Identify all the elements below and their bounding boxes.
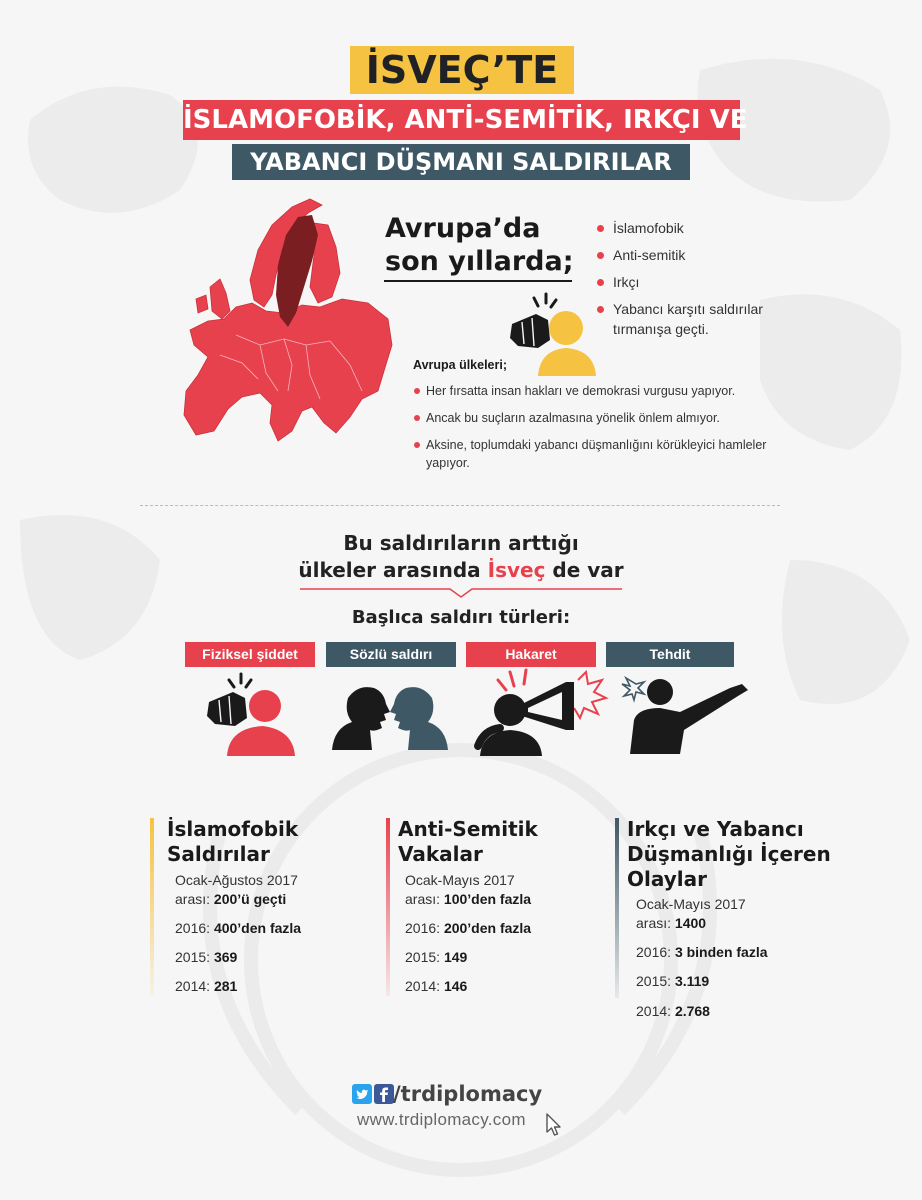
period-prefix: arası:	[175, 891, 214, 907]
stat-value: 2.768	[674, 1003, 710, 1019]
stat-value: 400’den fazla	[213, 920, 302, 936]
list-item: Anti-semitik	[597, 245, 777, 265]
period-value: 100’den fazla	[443, 891, 532, 907]
stat-value: 3 binden fazla	[674, 944, 768, 960]
europe-heading-line1: Avrupa’da	[385, 213, 541, 244]
antisemitic-title-line1: Anti-Semitik	[398, 817, 538, 841]
stats-accent-bar-yellow	[150, 818, 154, 996]
list-item: Ancak bu suçların azalmasına yönelik önlem almıyor.	[414, 409, 784, 427]
stats-accent-bar-red	[386, 818, 390, 996]
stat-row	[405, 977, 467, 996]
list-item: Yabancı karşıtı saldırılar tırmanışa geçti.	[597, 299, 777, 339]
stat-value: 281	[213, 978, 238, 994]
period-value-row	[405, 890, 531, 909]
sweden-heading-line2	[211, 557, 711, 584]
stat-value: 3.119	[674, 973, 710, 989]
stat-year: 2016:	[636, 944, 675, 960]
title-line-2: İSLAMOFOBİK, ANTİ-SEMİTİK, IRKÇI VE	[183, 100, 740, 140]
megaphone-insult-icon	[470, 668, 610, 756]
europe-heading-line2: son yıllarda;	[385, 246, 574, 277]
badge-verbal-attack: Sözlü saldırı	[326, 642, 456, 667]
stat-row	[636, 1002, 710, 1021]
stat-year: 2016:	[405, 920, 444, 936]
countries-heading: Avrupa ülkeleri;	[413, 358, 508, 372]
sweden-heading	[211, 530, 711, 584]
stat-value: 200’den fazla	[443, 920, 532, 936]
badge-insult: Hakaret	[466, 642, 596, 667]
stat-row	[405, 948, 467, 967]
verbal-attack-icon	[330, 684, 450, 750]
stat-year: 2016:	[175, 920, 214, 936]
stat-year: 2014:	[405, 978, 444, 994]
heading-pointer-line	[300, 585, 622, 599]
social-handle[interactable]: /trdiplomacy	[393, 1082, 543, 1106]
list-item: İslamofobik	[597, 218, 777, 238]
sweden-heading-suffix: de var	[545, 558, 624, 582]
facebook-icon[interactable]	[374, 1084, 394, 1104]
stat-row	[636, 972, 709, 991]
list-item: Irkçı	[597, 272, 777, 292]
stat-row	[405, 919, 531, 938]
stat-year: 2015:	[636, 973, 675, 989]
islamophobic-title-line2: Saldırılar	[167, 842, 270, 866]
stats-accent-bar-teal	[615, 818, 619, 998]
fist-punch-icon	[508, 292, 598, 378]
racist-title-line3: Olaylar	[627, 867, 707, 891]
threat-pointing-icon	[620, 676, 750, 754]
title-line-3: YABANCI DÜŞMANI SALDIRILAR	[232, 144, 690, 180]
stat-row	[636, 943, 768, 962]
section-divider	[140, 505, 780, 506]
cursor-icon	[545, 1113, 563, 1137]
period-label: Ocak-Mayıs 2017	[405, 872, 515, 888]
europe-heading	[385, 212, 574, 278]
badge-threat: Tehdit	[606, 642, 734, 667]
period-label: Ocak-Mayıs 2017	[636, 896, 746, 912]
badge-physical-violence: Fiziksel şiddet	[185, 642, 315, 667]
sweden-heading-line1: Bu saldırıların arttığı	[343, 531, 579, 555]
stat-value: 369	[213, 949, 238, 965]
islamophobic-title-line1: İslamofobik	[167, 817, 299, 841]
period-prefix: arası:	[405, 891, 444, 907]
racist-title	[627, 817, 831, 892]
stat-year: 2015:	[405, 949, 444, 965]
racist-title-line2: Düşmanlığı İçeren	[627, 842, 831, 866]
attack-types-heading: Başlıca saldırı türleri:	[351, 607, 571, 628]
stat-year: 2014:	[636, 1003, 675, 1019]
period-prefix: arası:	[636, 915, 675, 931]
stat-row	[175, 919, 301, 938]
islamophobic-period	[175, 871, 298, 909]
list-item: Her fırsatta insan hakları ve demokrasi vurgusu yapıyor.	[414, 382, 784, 400]
antisemitic-title	[398, 817, 538, 867]
stat-row	[175, 977, 237, 996]
title-line-1: İSVEÇ’TE	[350, 46, 574, 94]
stat-year: 2014:	[175, 978, 214, 994]
period-value-row	[636, 914, 746, 933]
stat-row	[175, 948, 237, 967]
stat-value: 149	[443, 949, 468, 965]
racist-period	[636, 895, 746, 933]
europe-map	[180, 195, 395, 450]
twitter-icon[interactable]	[352, 1084, 372, 1104]
antisemitic-title-line2: Vakalar	[398, 842, 483, 866]
list-item: Aksine, toplumdaki yabancı düşmanlığını körükleyici hamleler yapıyor.	[414, 436, 784, 472]
attack-types-list	[597, 218, 777, 346]
period-label: Ocak-Ağustos 2017	[175, 872, 298, 888]
countries-list	[414, 382, 784, 481]
sweden-heading-prefix: ülkeler arasında	[298, 558, 488, 582]
stat-year: 2015:	[175, 949, 214, 965]
racist-title-line1: Irkçı ve Yabancı	[627, 817, 804, 841]
stat-value: 146	[443, 978, 468, 994]
heading-underline	[384, 280, 572, 282]
period-value: 1400	[674, 915, 707, 931]
sweden-highlight: İsveç	[487, 558, 546, 582]
islamophobic-title	[167, 817, 298, 867]
website-link[interactable]: www.trdiplomacy.com	[357, 1110, 526, 1129]
period-value-row	[175, 890, 298, 909]
physical-violence-icon	[205, 672, 297, 756]
period-value: 200’ü geçti	[213, 891, 287, 907]
antisemitic-period	[405, 871, 531, 909]
